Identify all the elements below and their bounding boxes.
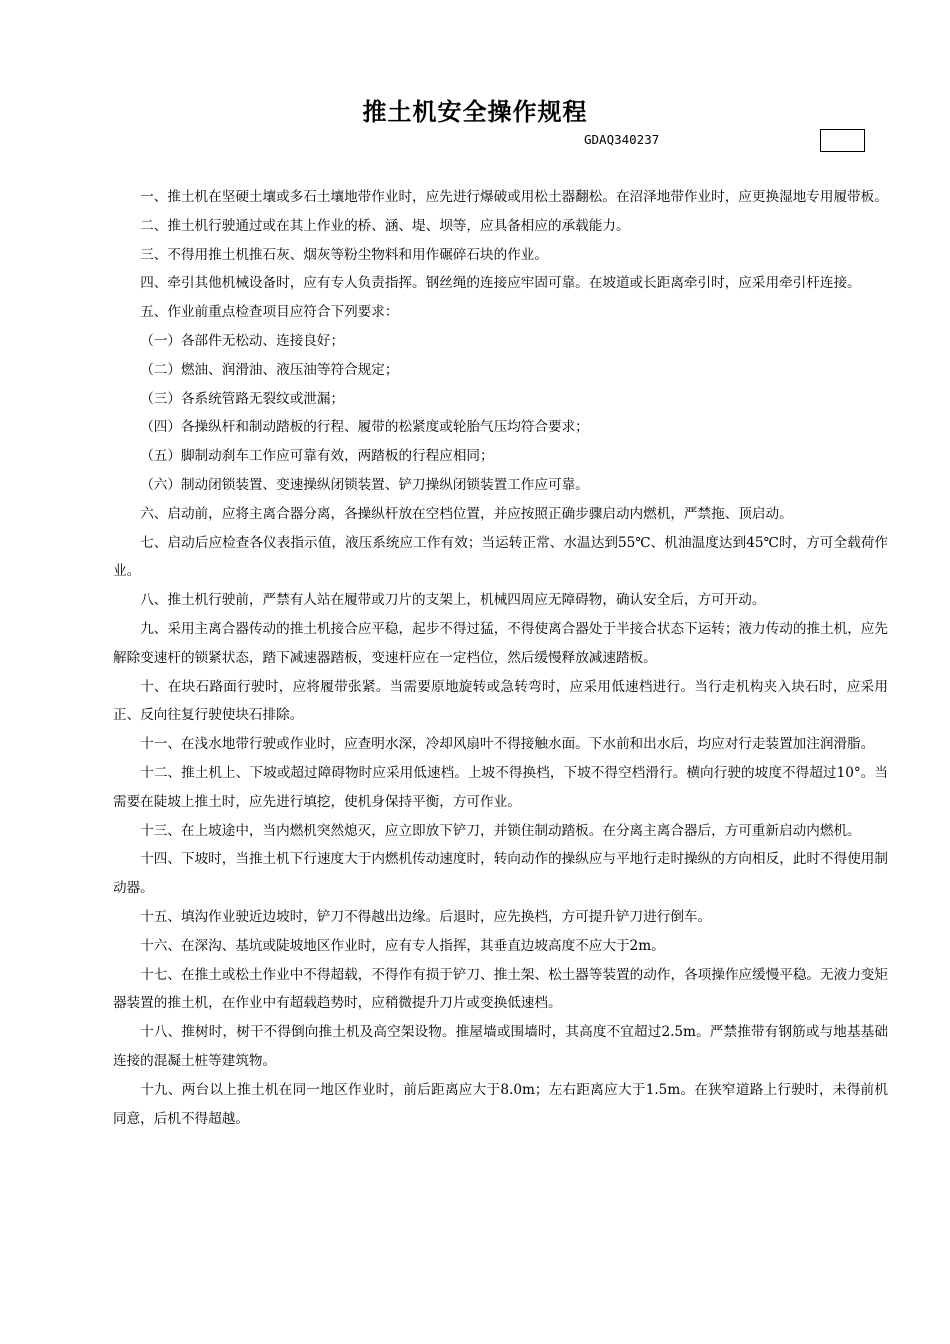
paragraph-13: 十三、在上坡途中，当内燃机突然熄灭，应立即放下铲刀，并锁住制动踏板。在分离主离合器后，方可重新启动内燃机。 [140,822,861,839]
paragraph-12: 十二、推土机上、下坡或超过障碍物时应采用低速档。上坡不得换档，下坡不得空档滑行。横向行驶的坡度不得超过10°。当需要在陡坡上推土时，应先进行填挖，使机身保持平衡，方可作业。 [113,764,888,810]
document-body [113,183,888,1133]
sub-item-4: （四）各操纵杆和制动踏板的行程、履带的松紧度或轮胎气压均符合要求； [140,419,589,436]
paragraph-19: 十九、两台以上推土机在同一地区作业时，前后距离应大于8.0m；左右距离应大于1.5m。在狭窄道路上行驶时，未得前机同意，后机不得超越。 [113,1081,888,1127]
paragraph-7: 七、启动后应检查各仪表指示值，液压系统应工作有效；当运转正常、水温达到55℃、机油温度达到45℃时，方可全载荷作业。 [113,534,888,580]
paragraph-10: 十、在块石路面行驶时，应将履带张紧。当需要原地旋转或急转弯时，应采用低速档进行。当行走机构夹入块石时，应采用正、反向往复行驶使块石排除。 [113,678,888,724]
sub-item-2: （二）燃油、润滑油、液压油等符合规定； [140,361,399,378]
paragraph-18: 十八、推树时，树干不得倒向推土机及高空架设物。推屋墙或围墙时，其高度不宜超过2.5m。严禁推带有钢筋或与地基基础连接的混凝土桩等建筑物。 [113,1024,888,1069]
paragraph-5: 五、作业前重点检查项目应符合下列要求： [140,304,399,321]
paragraph-16: 十六、在深沟、基坑或陡坡地区作业时，应有专人指挥，其垂直边坡高度不应大于2m。 [140,937,665,954]
document-code: GDAQ340237 [584,132,660,147]
document-title: 推土机安全操作规程 [362,98,588,126]
paragraph-17: 十七、在推土或松土作业中不得超载，不得作有损于铲刀、推土架、松土器等装置的动作，各项操作应缓慢平稳。无液力变矩器装置的推土机，在作业中有超载趋势时，应稍微提升刀片或变换低速档。 [113,966,888,1012]
sub-item-3: （三）各系统管路无裂纹或泄漏； [140,390,345,407]
paragraph-3: 三、不得用推土机推石灰、烟灰等粉尘物料和用作碾碎石块的作业。 [140,246,548,263]
paragraph-4: 四、牵引其他机械设备时，应有专人负责指挥。钢丝绳的连接应牢固可靠。在坡道或长距离牵引时，应采用牵引杆连接。 [140,275,861,292]
paragraph-15: 十五、填沟作业驶近边坡时，铲刀不得越出边缘。后退时，应先换档，方可提升铲刀进行倒车。 [140,908,712,925]
sub-item-5: （五）脚制动刹车工作应可靠有效，两踏板的行程应相同； [140,448,494,465]
paragraph-11: 十一、在浅水地带行驶或作业时，应查明水深，冷却风扇叶不得接触水面。下水前和出水后，均应对行走装置加注润滑脂。 [140,736,875,753]
paragraph-8: 八、推土机行驶前，严禁有人站在履带或刀片的支架上，机械四周应无障碍物，确认安全后，方可开动。 [140,592,766,609]
paragraph-1: 一、推土机在坚硬土壤或多石土壤地带作业时，应先进行爆破或用松土器翻松。在沼泽地带作业时，应更换湿地专用履带板。 [140,189,888,205]
paragraph-2: 二、推土机行驶通过或在其上作业的桥、涵、堤、坝等，应具备相应的承载能力。 [140,217,630,234]
paragraph-9: 九、采用主离合器传动的推土机接合应平稳，起步不得过猛，不得使离合器处于半接合状态下运转；液力传动的推土机，应先解除变速杆的锁紧状态，踏下减速器踏板，变速杆应在一定档位，然后缓慢释放减速踏板。 [113,620,888,666]
sub-item-6: （六）制动闭锁装置、变速操纵闭锁装置、铲刀操纵闭锁装置工作应可靠。 [140,476,589,493]
paragraph-14: 十四、下坡时，当推土机下行速度大于内燃机传动速度时，转向动作的操纵应与平地行走时操纵的方向相反，此时不得使用制动器。 [113,851,888,897]
code-box [820,129,865,152]
paragraph-6: 六、启动前，应将主离合器分离，各操纵杆放在空档位置，并应按照正确步骤启动内燃机，严禁拖、顶启动。 [140,505,793,522]
sub-item-1: （一）各部件无松动、连接良好； [140,332,345,349]
